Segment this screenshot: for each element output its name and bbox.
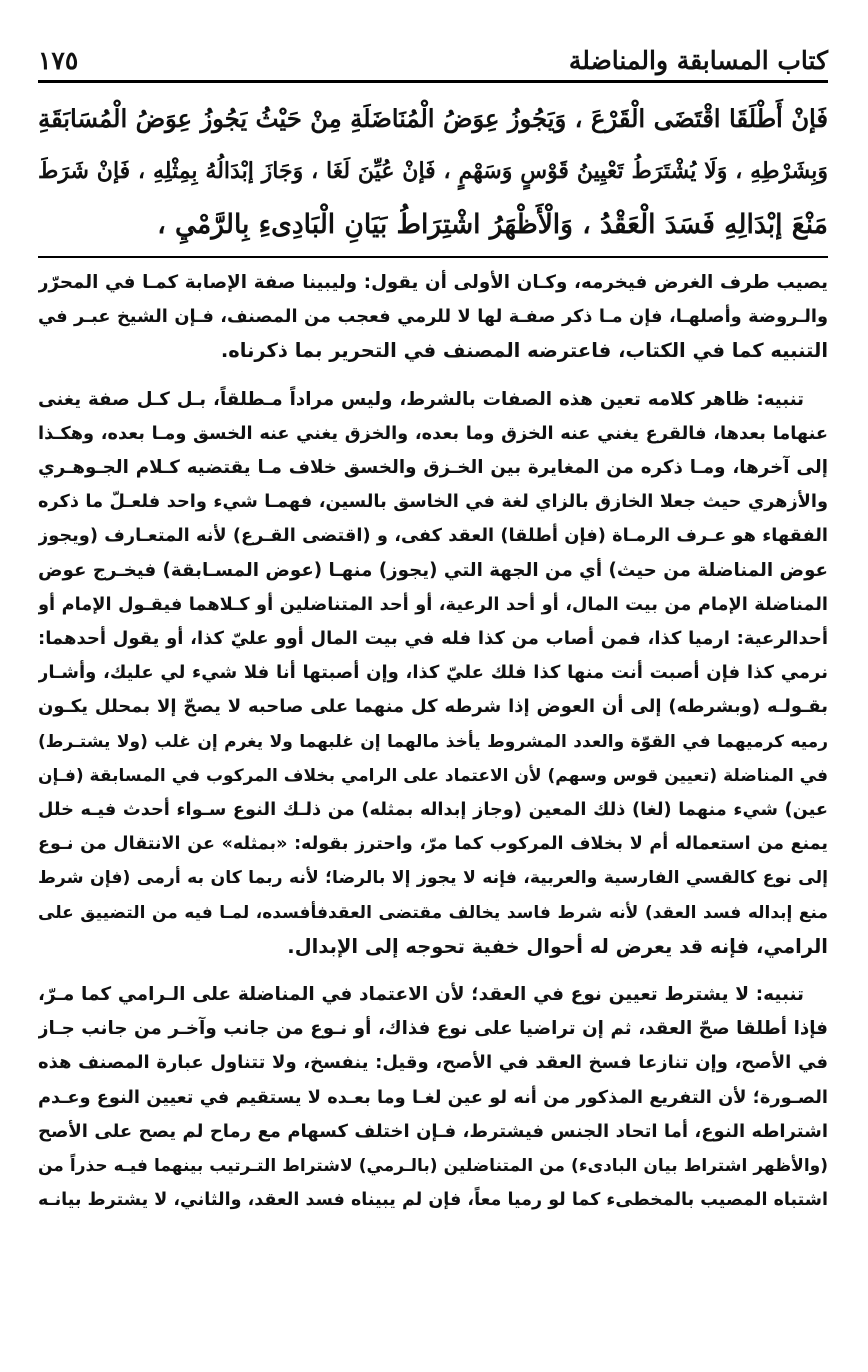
text-line: يمنع من استعماله أم لا بخلاف المركوب كما مرّ، واحترز بقوله: «بمثله» عن الانتقال من نـوع: [38, 834, 828, 855]
text-line: تنبيه: ظاهر كلامه تعين هذه الصفات بالشرط، وليس مراداً مـطلقاً، بـل كـل صفة يغنى: [38, 388, 804, 410]
text-line: والأزهري حيث جعلا الخازق بالزاي لغة في الخاسق بالسين، فهمـا شيء واحد فلعـلّ ما ذكره: [38, 492, 828, 513]
text-line: والـروضة وأصلهـا، فإن مـا ذكر صفـة لها لا للرمي فعجب من المصنف، فـإن الشيخ عبـر في: [38, 307, 828, 328]
text-line: (والأظهر اشتراط بيان البادىء) من المتناضلين (بالـرمي) لاشتراط التـرتيب بينهما فيـه حذراً من: [38, 1156, 828, 1177]
commentary-paragraph: [38, 266, 828, 369]
text-line: فإذا أطلقا صحّ العقد، ثم إن تراضيا على نوع فذاك، أو نـوع من جانب وآخـر من جانب جـاز: [38, 1018, 828, 1040]
text-line: في الأصح، وإن تنازعا فسخ العقد في الأصح، وقيل: ينفسخ، ولا تتناول عبارة المصنف هذه: [38, 1052, 828, 1074]
text-line: إلى نوع كالقسي الفارسية والعربية، فإنه لا يجوز إلا بالرضا؛ لأنه ربما كان به أرمى (فإن شرط: [38, 868, 828, 889]
text-line: اشتراطه النوع، أما اتحاد الجنس فيشترط، فـإن اختلف كسهام مع رماح لم يصح على الأصح: [38, 1120, 828, 1142]
text-line: تنبيه: لا يشترط تعيين نوع في العقد؛ لأن الاعتماد في المناضلة على الـرامي كما مـرّ،: [38, 984, 804, 1006]
text-line: عنهاما بعدها، فالقرع يغني عنه الخزق وما بعده، والخزق يغني عنه الخسق ومـا بعده، وهكـذا: [38, 423, 828, 444]
text-line: رميه كرميهما في القوّة والعدد المشروط يأخذ مالهما إن غلبهما ولا يغرم إن غلب (ولا يشتـرط): [38, 731, 828, 752]
matn-line: فَإنْ أَطْلَقَا اقْتَضَى الْقَرْعَ ، وَيَجُوزُ عِوَضُ الْمُنَاضَلَةِ مِنْ حَيْثُ يَجُوزُ عِوَضُ الْمُسَابَقَةِ: [38, 104, 828, 133]
text-line: بقـولـه (وبشرطه) إلى أن العوض إذا شرطه كل منهما على صاحبه لا يصحّ إلا بمحلل يكـون: [38, 696, 828, 718]
page-number: ١٧٥: [38, 46, 79, 75]
commentary-text: [38, 266, 828, 1217]
text-line: في المناضلة (تعيين قوس وسهم) لأن الاعتماد على الرامي بخلاف المركوب في المسابقة (فـإن: [38, 765, 828, 786]
commentary-paragraph: [38, 978, 828, 1217]
text-line: يصيب طرف الغرض فيخرمه، وكـان الأولى أن يقول: وليبينا صفة الإصابة كمـا في المحرّر: [38, 272, 828, 293]
text-line: الفقهاء هو عـرف الرمـاة (فإن أطلقا) العقد كفى، و (اقتضى القـرع) لأنه المتعـارف (ويجوز: [38, 526, 828, 547]
text-line: إلى آخرها، ومـا ذكره من المغايرة بين الخـزق والخسق خلاف مـا يقتضيه كـلام الجـوهـري: [38, 457, 828, 479]
matn-line: وَبِشَرْطِهِ ، وَلَا يُشْتَرَطُ تَعْيِينُ قَوْسٍ وَسَهْمٍ ، فَإنْ عُيِّنَ لَغَا ، وَجَازَ إبْدَالُهُ بِمِثْلِهِ ، فَإنْ شَرَطَ: [38, 158, 828, 184]
text-line: عين) شيء منهما (لغا) ذلك المعين (وجاز إبداله بمثله) من ذلـك النوع سـواء أحدث فيـه خلل: [38, 800, 828, 821]
header-rule: [38, 80, 828, 83]
text-line: منع إبداله فسد العقد) لأنه شرط فاسد يخالف مقتضى العقدفأفسده، لمـا فيه من التضييق على: [38, 902, 828, 923]
matn-text: [38, 92, 828, 251]
matn-line: مَنْعَ إبْدَالِهِ فَسَدَ الْعَقْدُ ، وَالْأَظْهَرُ اشْتِرَاطُ بَيَانِ الْبَادِىءِ بِالرَّمْيِ ،: [157, 209, 828, 240]
text-line: الرامي، فإنه قد يعرض له أحوال خفية تحوجه إلى الإبدال.: [287, 934, 828, 958]
page-header: [38, 38, 828, 82]
matn-separator-rule: [38, 256, 828, 258]
running-title: كتاب المسابقة والمناضلة: [568, 46, 828, 75]
text-line: الصـورة؛ لأن التفريع المذكور من أنه لو عين لغـا وما بعـده لا يستقيم في تعيين النوع وعـدم: [38, 1087, 828, 1108]
commentary-paragraph: [38, 383, 828, 964]
text-line: التنبيه كما في الكتاب، فاعترضه المصنف في التحرير بما ذكرناه.: [220, 339, 828, 363]
text-line: نرمي كذا فإن أصبت أنت منها كذا فلك عليّ كذا، وإن أصبتها أنا فلا شيء لي عليك، وأشـار: [38, 662, 828, 684]
text-line: اشتباه المصيب بالمخطىء كما لو رميا معاً، فإن لم يبيناه فسد العقد، والثاني، لا يشترط بيانـه: [38, 1190, 828, 1211]
text-line: عوض المناضلة من حيث) أي من الجهة التي (يجوز) منهـا (عوض المسـابقة) فيخـرج عوض: [38, 559, 828, 581]
text-line: المناضلة الإمام من بيت المال، أو أحد الرعية، أو أحد المتناضلين أو كـلاهما فيقـول الإمام أو: [38, 594, 828, 615]
text-line: أحدالرعية: ارميا كذا، فمن أصاب من كذا فله في بيت المال أوو عليّ كذا، أو يقول أحدهما:: [38, 628, 828, 650]
